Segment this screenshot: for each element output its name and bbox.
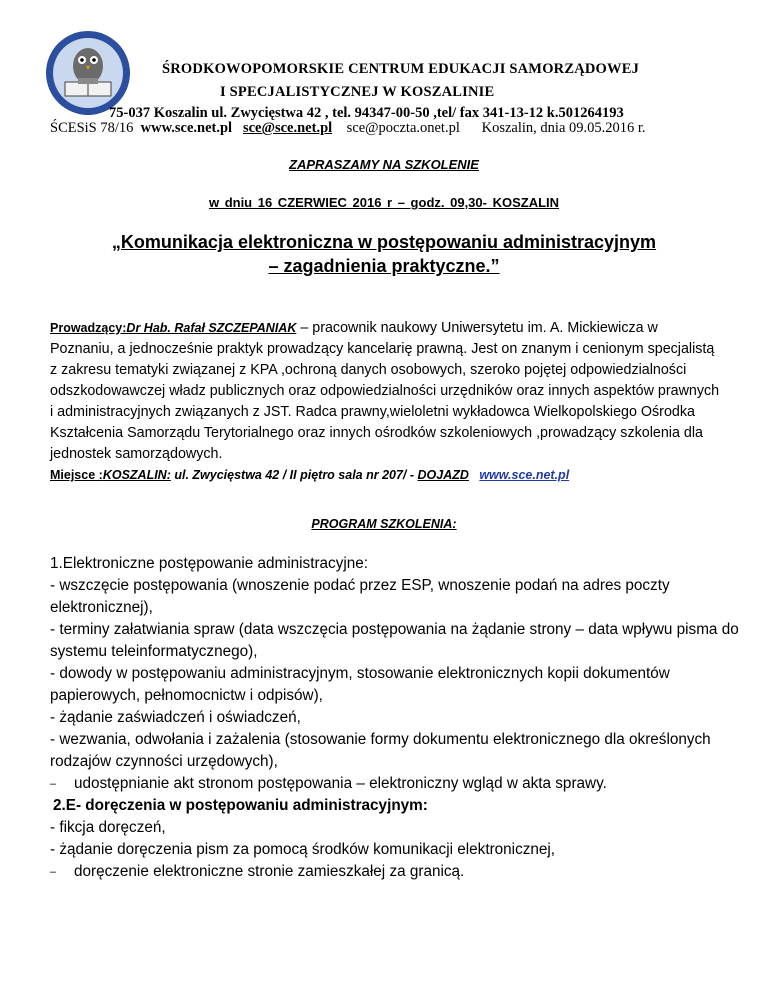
list-item: - terminy załatwiania spraw (data wszczęcia postępowania na żądanie strony – data wpływu pisma do systemu teleinformatycznego), <box>50 621 739 660</box>
organization-name-line2: I SPECJALISTYCZNEJ W KOSZALINIE <box>220 84 495 100</box>
email-link-1[interactable]: sce@sce.net.pl <box>242 120 333 136</box>
organization-logo <box>45 30 131 116</box>
list-item: - wszczęcie postępowania (wnoszenie podać przez ESP, wnoszenie podań na adres poczty elektronicznej), <box>50 577 670 616</box>
location-label: Miejsce : <box>50 468 103 482</box>
organization-address: 75-037 Koszalin ul. Zwycięstwa 42 , tel. 94347-00-50 ,tel/ fax 341-13-12 k.501264193 <box>109 105 624 121</box>
location-details: ul. Zwycięstwa 42 / II piętro sala nr 207/ - <box>170 468 418 482</box>
program-list <box>50 553 740 883</box>
dash-bullet: – <box>50 778 57 790</box>
place-date: Koszalin, dnia 09.05.2016 r. <box>481 120 646 136</box>
reference-number: ŚCESiS 78/16 <box>50 120 134 136</box>
instructor-section <box>50 318 722 465</box>
location-line <box>50 465 722 486</box>
dojazd-label: DOJAZD <box>417 468 469 482</box>
list-item: - żądanie zaświadczeń i oświadczeń, <box>50 709 301 726</box>
list-item-text: udostępnianie akt stronom postępowania – elektroniczny wgląd w akta sprawy. <box>74 775 607 792</box>
email-text-2: sce@poczta.onet.pl <box>346 120 460 136</box>
list-item: - fikcja doręczeń, <box>50 819 166 836</box>
instructor-bio: – pracownik naukowy Uniwersytetu im. A. Mickiewicza w Poznaniu, a jednocześnie praktyk prowadzący kancelarię prawną. Jest on znanym i cenionym specjalistą z zakresu tematyki związanej z KPA ,ochroną danych osobowych, szeroko pojętej odpowiedzialności odszkodowawczej władz publicznych oraz odpowiedzialności urzędników oraz innych aspektów prawnych i administracyjnych związanych z JST. Radca prawny,wieloletni wykładowca Wielkopolskiego Ośrodka Kształcenia Samorządu Terytorialnego oraz innych ośrodków szkoleniowych ,prowadzący szkolenia dla jednostek samorządowych. <box>50 320 720 462</box>
invitation-heading: ZAPRASZAMY NA SZKOLENIE <box>289 157 479 172</box>
instructor-label: Prowadzący: <box>50 321 127 335</box>
program-section-1-title: 1.Elektroniczne postępowanie administracyjne: <box>50 555 369 572</box>
list-item: - żądanie doręczenia pism za pomocą środków komunikacji elektronicznej, <box>50 841 556 858</box>
location-city: KOSZALIN: <box>102 468 171 482</box>
list-item: - dowody w postępowaniu administracyjnym, stosowanie elektronicznych kopii dokumentów papierowych, pełnomocnictw i odpisów), <box>50 665 670 704</box>
list-item: - wezwania, odwołania i zażalenia (stosowanie formy dokumentu elektronicznego dla określonych rodzajów czynności urzędowych), <box>50 731 711 770</box>
training-date: w dniu 16 CZERWIEC 2016 r – godz. 09,30- KOSZALIN <box>208 195 560 210</box>
dash-bullet: – <box>50 866 57 878</box>
program-section-2-title: 2.E- doręczenia w postępowaniu administracyjnym: <box>53 797 428 814</box>
website-link[interactable]: www.sce.net.pl <box>479 468 570 482</box>
training-title-line1: „Komunikacja elektroniczna w postępowaniu administracyjnym <box>111 232 657 252</box>
program-heading: PROGRAM SZKOLENIA: <box>311 517 457 531</box>
instructor-name: Dr Hab. Rafał SZCZEPANIAK <box>126 321 297 335</box>
list-item <box>50 861 740 883</box>
organization-name: ŚRODKOWOPOMORSKIE CENTRUM EDUKACJI SAMORZĄDOWEJ <box>162 61 640 77</box>
training-title-line2: – zagadnienia praktyczne.” <box>268 256 500 276</box>
list-item <box>50 773 740 795</box>
reference-line <box>50 120 646 137</box>
website-text: www.sce.net.pl <box>140 120 233 136</box>
list-item-text: doręczenie elektroniczne stronie zamieszkałej za granicą. <box>74 863 465 880</box>
